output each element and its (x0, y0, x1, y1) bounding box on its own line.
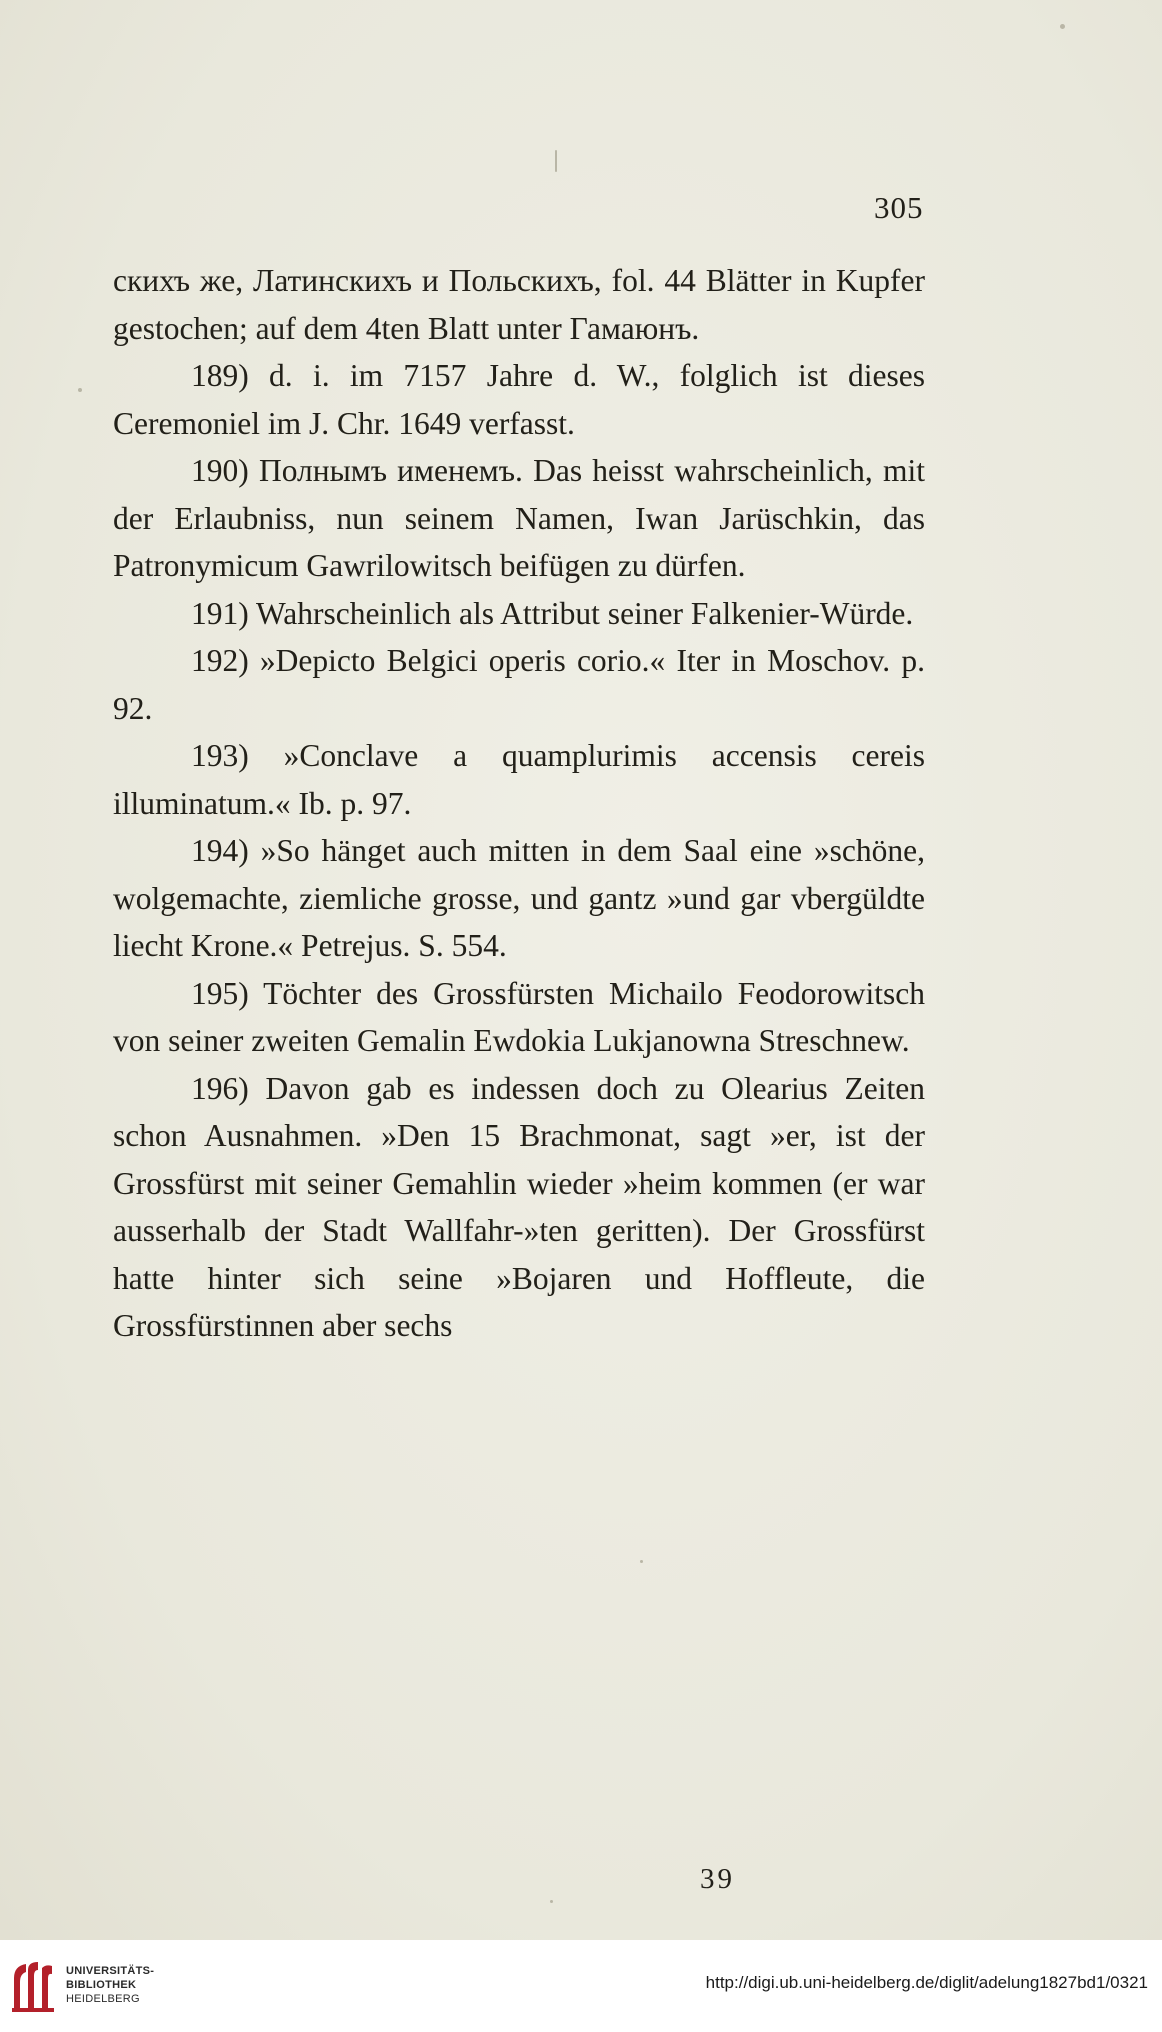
digitization-footer (0, 1940, 1162, 2032)
footnote-194: 194) »So hänget auch mitten in dem Saal eine »schöne, wolgemachte, ziemliche grosse, und gantz »und gar vbergüldte liecht Krone.« Petrejus. S. 554. (113, 833, 925, 963)
footnote-193: 193) »Conclave a quamplurimis accensis cereis illuminatum.« Ib. p. 97. (113, 738, 925, 821)
source-url-link[interactable]: http://digi.ub.uni-heidelberg.de/diglit/adelung1827bd1/0321 (705, 1973, 1148, 1992)
footnote-196: 196) Davon gab es indessen doch zu Olearius Zeiten schon Ausnahmen. »Den 15 Brachmonat, sagt »er, ist der Grossfürst mit seiner Gemahlin wieder »heim kommen (er war ausserhalb der Stadt Wallfahr-»ten geritten). Der Grossfürst hatte hinter sich seine »Bojaren und Hoffleute, die Grossfürstinnen aber sechs (113, 1070, 925, 1343)
footnote-195: 195) Töchter des Grossfürsten Michailo Feodorowitsch von seiner zweiten Gemalin Ewdokia Lukjanowna Streschnew. (113, 975, 925, 1058)
paragraph-continuation: скихъ же, Латинскихъ и Польскихъ, fol. 44 Blätter in Kupfer gestochen; auf dem 4ten Blatt unter Гамаюнъ. (113, 263, 925, 346)
library-name: UNIVERSITÄTS- BIBLIOTHEK HEIDELBERG (66, 1965, 155, 2005)
footnote-191: 191) Wahrscheinlich als Attribut seiner Falkenier-Würde. (191, 595, 914, 631)
heidelberg-library-logo-icon (10, 1960, 56, 2014)
footnote-190: 190) Полнымъ именемъ. Das heisst wahrscheinlich, mit der Erlaubniss, nun seinem Namen, Iwan Jarüschkin, das Patronymicum Gawrilowitsch beifügen zu dürfen. (113, 453, 925, 583)
footnotes-text (113, 257, 925, 1350)
signature-mark: 39 (700, 1863, 735, 1895)
page-number: 305 (874, 190, 924, 225)
footnote-192: 192) »Depicto Belgici operis corio.« Iter in Moschov. p. 92. (113, 643, 925, 726)
footnote-189: 189) d. i. im 7157 Jahre d. W., folglich ist dieses Ceremoniel im J. Chr. 1649 verfasst. (113, 358, 925, 441)
